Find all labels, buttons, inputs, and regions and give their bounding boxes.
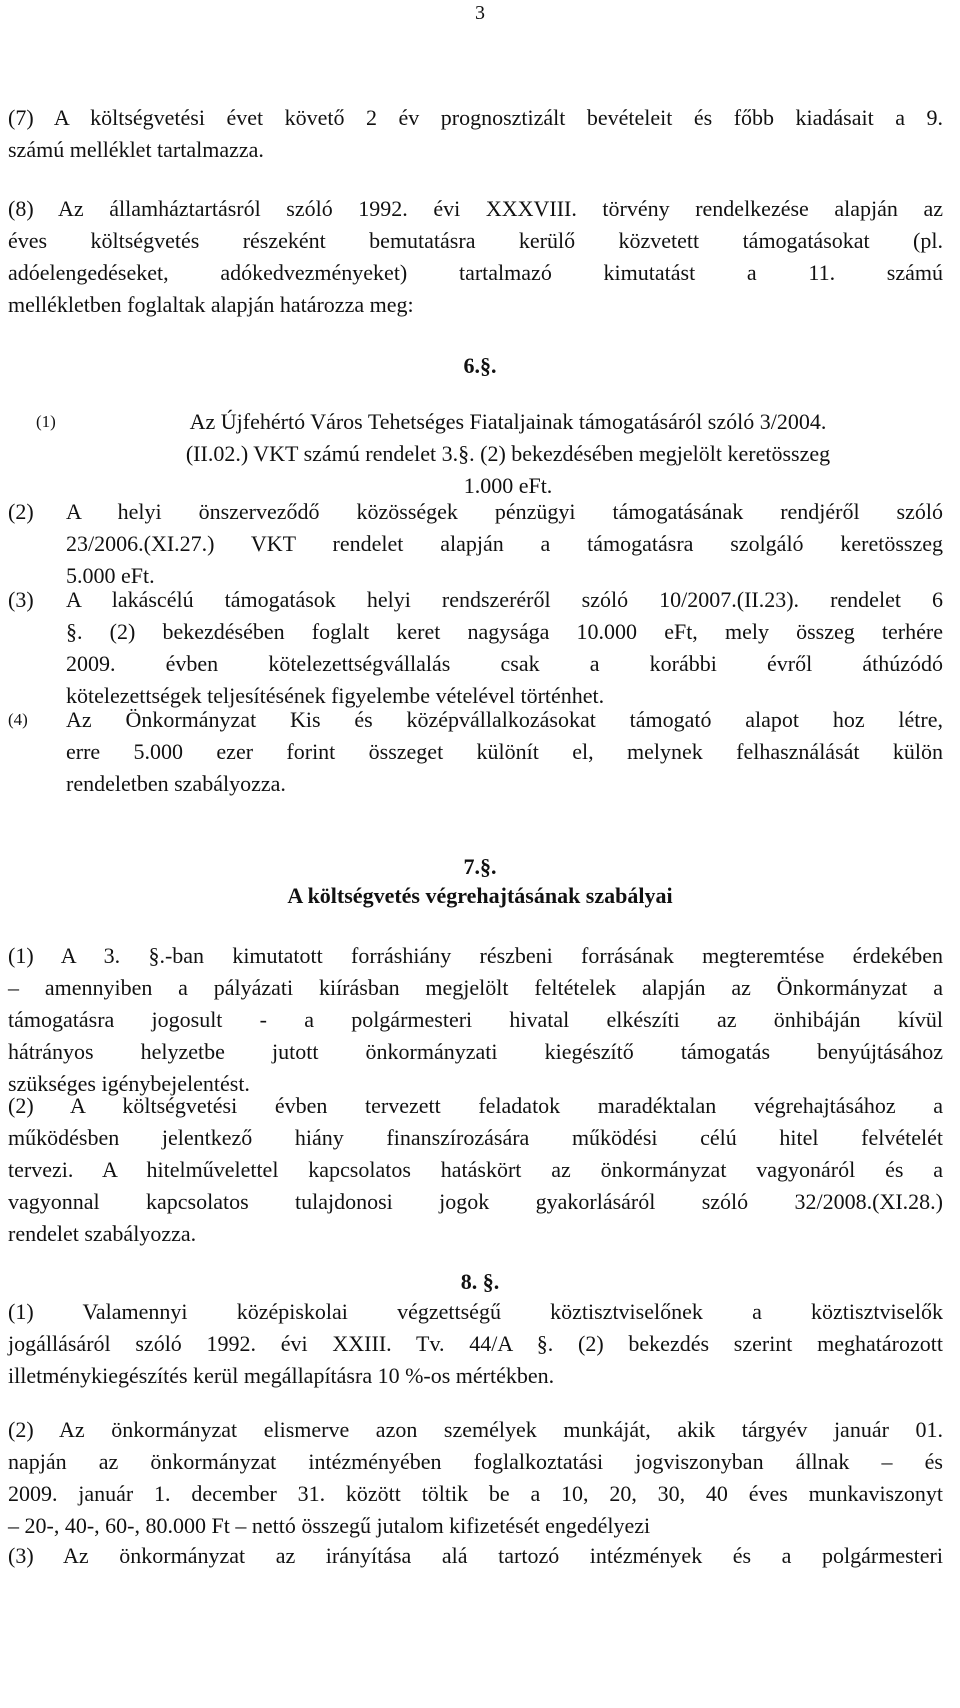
text-line: Az Újfehértó Város Tehetséges Fiataljainak támogatásáról szóló 3/2004. — [189, 409, 827, 434]
text-line: (7) A költségvetési évet követő 2 év prognosztizált bevételeit és főbb kiadásait a 9. — [8, 105, 943, 130]
text-line: működésben jelentkező hiány finanszírozására működési célú hitel felvételét — [8, 1125, 943, 1150]
text-line: A lakáscélú támogatások helyi rendszeréről szóló 10/2007.(II.23). rendelet 6 — [66, 587, 943, 612]
section-8-paragraph-1 — [8, 1296, 943, 1392]
section-6-title: 6.§. — [463, 353, 497, 378]
text-line: 1.000 eFt. — [463, 473, 553, 498]
text-line: – 20-, 40-, 60-, 80.000 Ft – nettó összegű jutalom kifizetését engedélyezi — [8, 1513, 651, 1538]
text-line: 23/2006.(XI.27.) VKT rendelet alapján a támogatásra szolgáló keretösszeg — [66, 531, 943, 556]
item-number: (4) — [8, 710, 28, 729]
section-7-title: 7.§. — [463, 854, 497, 879]
section-8-paragraph-3 — [8, 1540, 943, 1572]
text-line: (2) Az önkormányzat elismerve azon személyek munkáját, akik tárgyév január 01. — [8, 1417, 943, 1442]
text-line: tervezi. A hitelművelettel kapcsolatos hatáskört az önkormányzat vagyonáról és a — [8, 1157, 943, 1182]
text-line: §. (2) bekezdésében foglalt keret nagysága 10.000 eFt, mely összeg terhére — [66, 619, 943, 644]
text-line: rendeletben szabályozza. — [66, 771, 286, 796]
text-line: (1) Valamennyi középiskolai végzettségű köztisztviselőnek a köztisztviselők — [8, 1299, 943, 1324]
item-number: (2) — [8, 499, 34, 524]
item-body — [98, 406, 918, 502]
item-number: (3) — [8, 587, 34, 612]
text-line: (3) Az önkormányzat az irányítása alá tartozó intézmények és a polgármesteri — [8, 1543, 943, 1568]
text-line: szükséges igénybejelentést. — [8, 1071, 250, 1096]
text-line: – amennyiben a pályázati kiírásban megjelölt feltételek alapján az Önkormányzat a — [8, 975, 943, 1000]
paragraph-8 — [8, 193, 943, 321]
section-8-paragraph-2 — [8, 1414, 943, 1542]
text-line: éves költségvetés részeként bemutatásra kerülő közvetett támogatásokat (pl. — [8, 228, 943, 253]
text-line: Az Önkormányzat Kis és középvállalkozásokat támogató alapot hoz létre, — [66, 707, 943, 732]
item-number: (1) — [36, 412, 56, 431]
paragraph-7 — [8, 102, 943, 166]
text-line: számú melléklet tartalmazza. — [8, 137, 264, 162]
section-7-paragraph-2 — [8, 1090, 943, 1250]
item-body — [66, 496, 943, 592]
section-7-paragraph-1 — [8, 940, 943, 1100]
text-line: jogállásáról szóló 1992. évi XXIII. Tv. 44/A §. (2) bekezdés szerint meghatározott — [8, 1331, 943, 1356]
text-line: 5.000 eFt. — [66, 563, 155, 588]
text-line: hátrányos helyzetbe jutott önkormányzati kiegészítő támogatás benyújtásához — [8, 1039, 943, 1064]
text-line: vagyonnal kapcsolatos tulajdonosi jogok gyakorlásáról szóló 32/2008.(XI.28.) — [8, 1189, 943, 1214]
text-line: (1) A 3. §.-ban kimutatott forráshiány részbeni forrásának megteremtése érdekében — [8, 943, 943, 968]
text-line: erre 5.000 ezer forint összeget különít el, melynek felhasználását külön — [66, 739, 943, 764]
text-line: (II.02.) VKT számú rendelet 3.§. (2) bekezdésében megjelölt keretösszeg — [185, 441, 831, 466]
item-body — [66, 584, 943, 712]
text-line: illetménykiegészítés kerül megállapításra 10 %-os mértékben. — [8, 1363, 555, 1388]
text-line: mellékletben foglaltak alapján határozza meg: — [8, 292, 414, 317]
item-body — [66, 704, 943, 800]
text-line: (2) A költségvetési évben tervezett feladatok maradéktalan végrehajtásához a — [8, 1093, 943, 1118]
text-line: támogatásra jogosult - a polgármesteri hivatal elkészíti az önhibáján kívül — [8, 1007, 943, 1032]
section-8-title: 8. §. — [460, 1269, 500, 1294]
text-line: kötelezettségek teljesítésének figyelembe vételével történhet. — [66, 683, 605, 708]
text-line: 2009. évben kötelezettségvállalás csak a korábbi évről áthúzódó — [66, 651, 943, 676]
text-line: adóelengedéseket, adókedvezményeket) tartalmazó kimutatást a 11. számú — [8, 260, 943, 285]
section-7-subtitle: A költségvetés végrehajtásának szabályai — [287, 883, 673, 908]
text-line: (8) Az államháztartásról szóló 1992. évi XXXVIII. törvény rendelkezése alapján az — [8, 196, 943, 221]
page-number: 3 — [475, 2, 485, 24]
text-line: rendelet szabályozza. — [8, 1221, 197, 1246]
text-line: napján az önkormányzat intézményében foglalkoztatási jogviszonyban állnak – és — [8, 1449, 943, 1474]
text-line: 2009. január 1. december 31. között töltik be a 10, 20, 30, 40 éves munkaviszonyt — [8, 1481, 943, 1506]
text-line: A helyi önszerveződő közösségek pénzügyi támogatásának rendjéről szóló — [66, 499, 943, 524]
